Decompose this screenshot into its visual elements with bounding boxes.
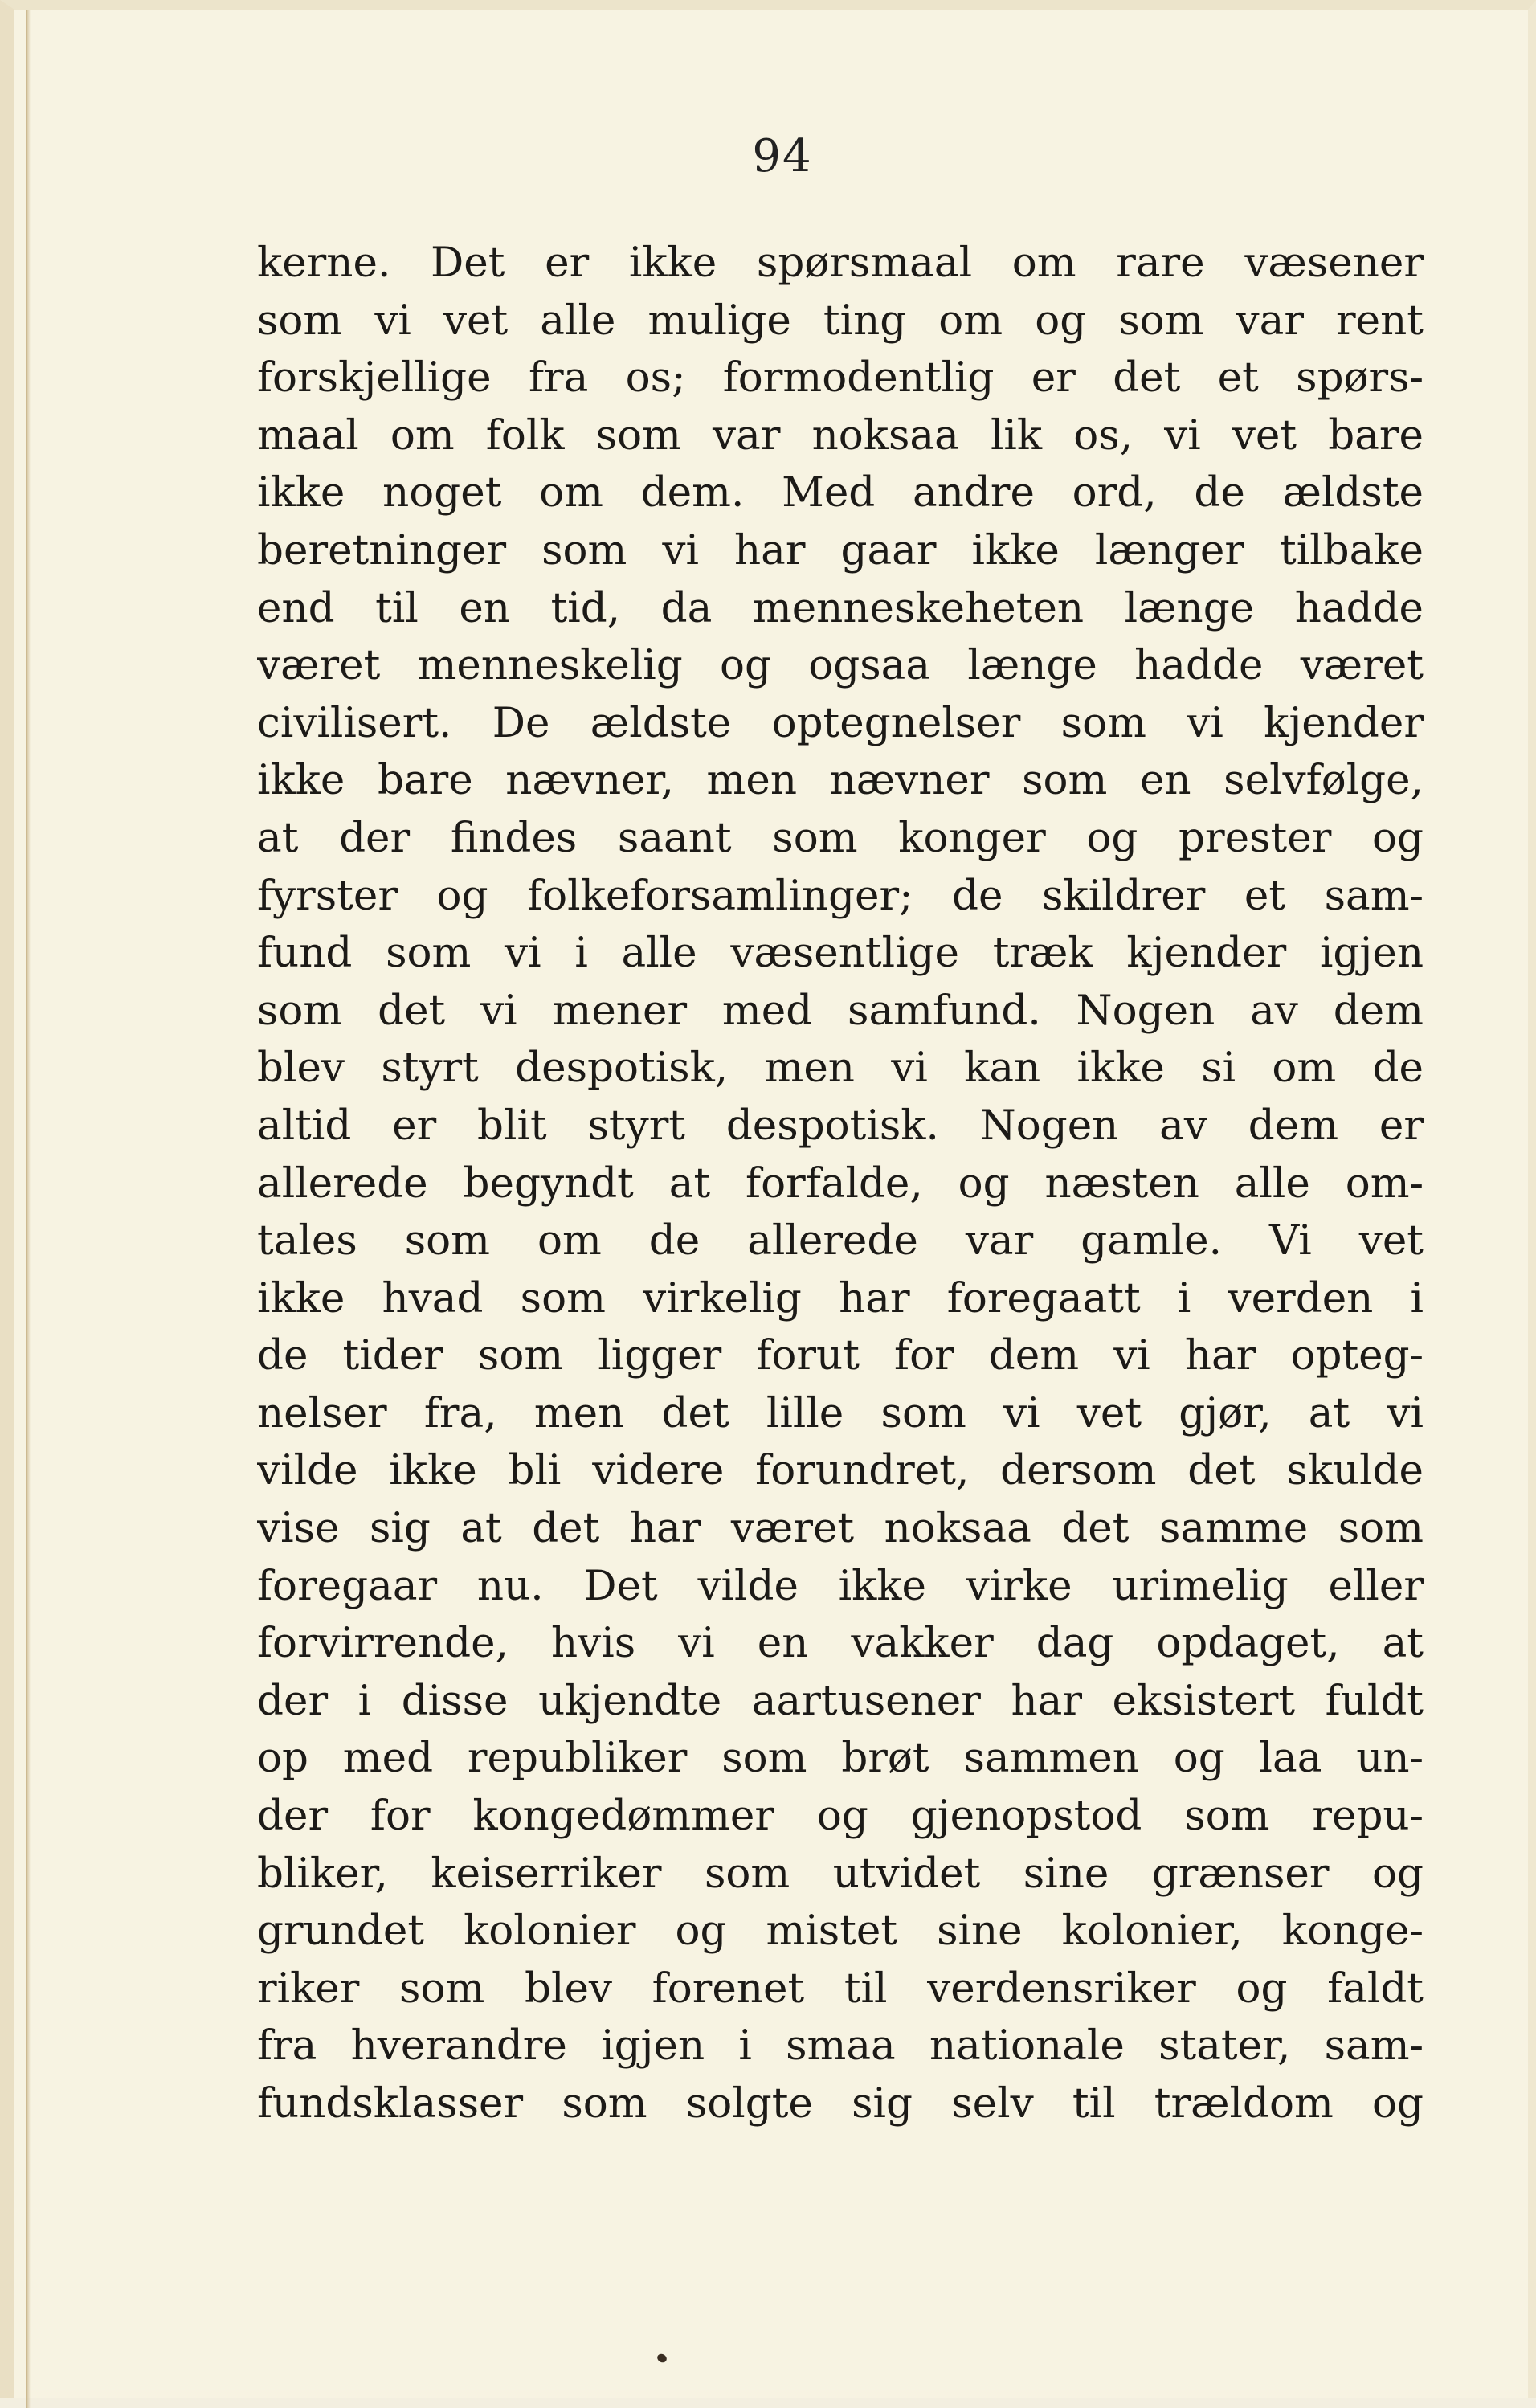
text-line: riker som blev forenet til verdensriker og faldt [257,1964,1424,2013]
text-line: grundet kolonier og mistet sine kolonier, konge- [257,1907,1424,1956]
text-line: at der findes saant som konger og prester og [257,813,1424,862]
text-line: fundsklasser som solgte sig selv til trældom og [257,2079,1424,2128]
text-line: kerne. Det er ikke spørsmaal om rare væsener [257,239,1424,287]
body-text [257,235,1424,2133]
text-line: forskjellige fra os; formodentlig er det et spørs- [257,354,1424,403]
text-line: blev styrt despotisk, men vi kan ikke si om de [257,1044,1424,1093]
text-line: civilisert. De ældste optegnelser som vi kjender [257,698,1424,747]
text-line: altid er blit styrt despotisk. Nogen av dem er [257,1101,1424,1150]
text-line: fyrster og folkeforsamlinger; de skildrer et sam- [257,871,1424,920]
text-line: ikke noget om dem. Med andre ord, de ældste [257,468,1424,517]
text-line: end til en tid, da menneskeheten længe hadde [257,583,1424,632]
text-line: beretninger som vi har gaar ikke længer tilbake [257,525,1424,574]
text-line: maal om folk som var noksaa lik os, vi vet bare [257,411,1424,460]
text-line: ikke hvad som virkelig har foregaatt i verden i [257,1274,1424,1323]
text-line: op med republiker som brøt sammen og laa un- [257,1734,1424,1783]
text-line: vise sig at det har været noksaa det samme som [257,1504,1424,1553]
text-line: vilde ikke bli videre forundret, dersom det skulde [257,1446,1424,1495]
text-line: fund som vi i alle væsentlige træk kjender igjen [257,929,1424,978]
ink-speck [656,2353,668,2365]
text-line: som vi vet alle mulige ting om og som var rent [257,296,1424,345]
text-line: allerede begyndt at forfalde, og næsten alle om- [257,1159,1424,1208]
text-line: foregaar nu. Det vilde ikke virke urimelig eller [257,1561,1424,1610]
text-line: forvirrende, hvis vi en vakker dag opdaget, at [257,1619,1424,1668]
text-line: ikke bare nævner, men nævner som en selvfølge, [257,756,1424,805]
text-line: der i disse ukjendte aartusener har eksistert fuldt [257,1676,1424,1725]
page-edge-shadow [26,10,31,2408]
text-line: som det vi mener med samfund. Nogen av dem [257,986,1424,1035]
text-line: tales som om de allerede var gamle. Vi vet [257,1216,1424,1265]
text-line: de tider som ligger forut for dem vi har opteg- [257,1331,1424,1380]
text-line: været menneskelig og ogsaa længe hadde været [257,641,1424,690]
text-line: fra hverandre igjen i smaa nationale stater, sam- [257,2022,1424,2071]
page-number: 94 [752,130,813,182]
text-line: nelser fra, men det lille som vi vet gjør, at vi [257,1388,1424,1437]
text-line: der for kongedømmer og gjenopstod som repu- [257,1792,1424,1841]
text-line: bliker, keiserriker som utvidet sine grænser og [257,1849,1424,1898]
